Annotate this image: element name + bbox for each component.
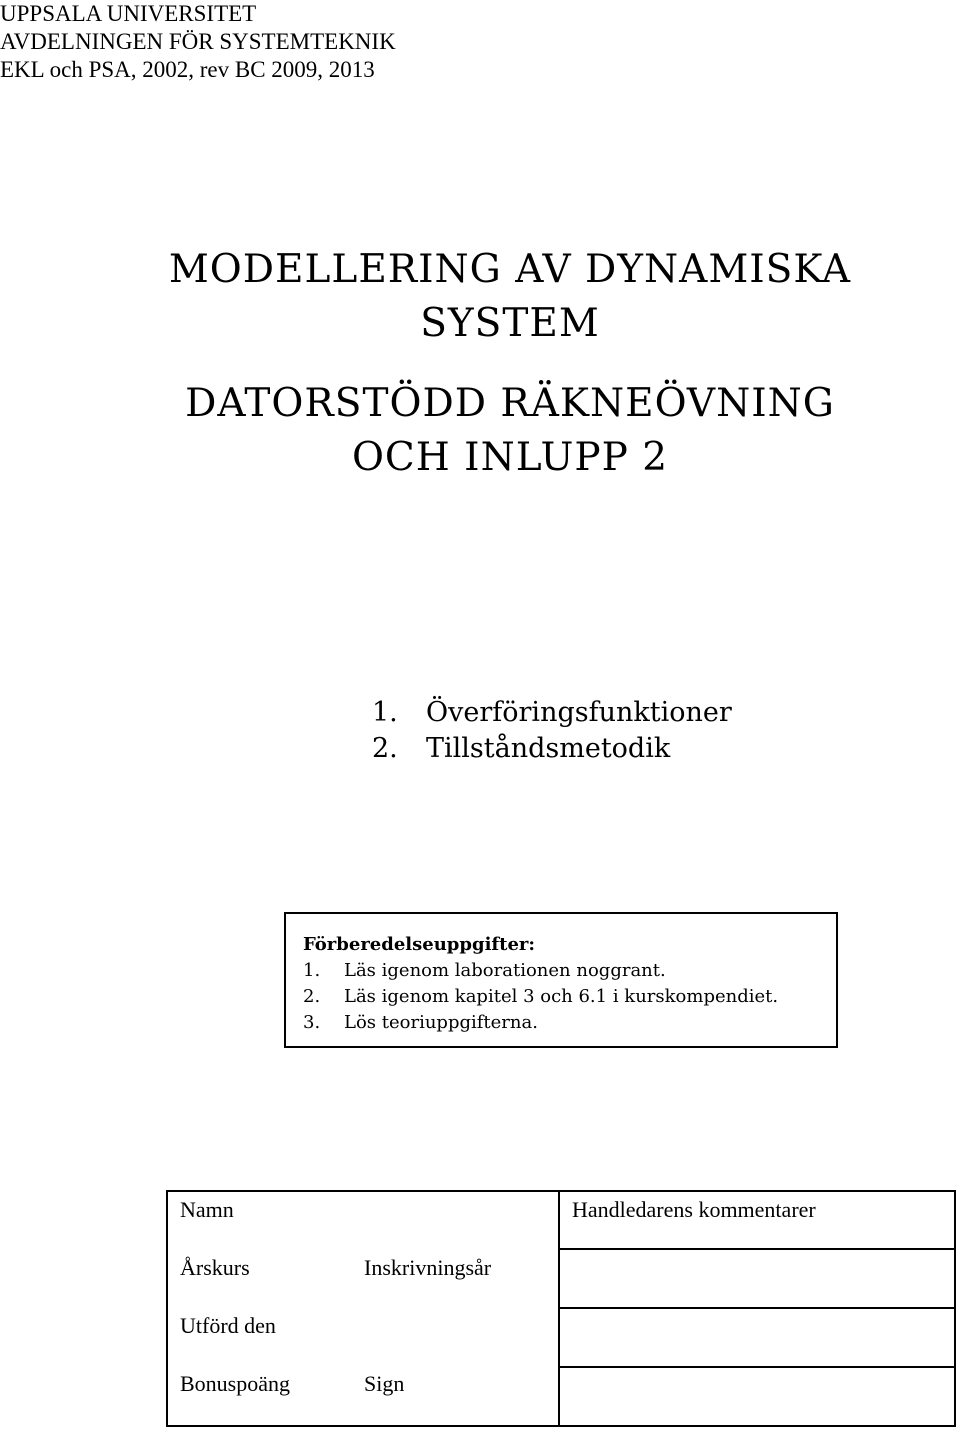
- preparation-item: [303, 958, 836, 984]
- preparation-item-text: Läs igenom kapitel 3 och 6.1 i kurskompendiet.: [344, 986, 779, 1007]
- main-title-line-1: MODELLERING AV DYNAMISKA: [168, 247, 852, 292]
- completed-date-label: Utförd den: [180, 1313, 276, 1338]
- main-title-line-2: SYSTEM: [420, 301, 600, 346]
- topic-item: [372, 695, 732, 731]
- document-header: [0, 0, 396, 84]
- department-name: AVDELNINGEN FÖR SYSTEMTEKNIK: [0, 29, 396, 54]
- bonus-points-label: Bonuspoäng: [180, 1371, 290, 1396]
- comments-cell: [560, 1368, 956, 1425]
- authors-revision: EKL och PSA, 2002, rev BC 2009, 2013: [0, 57, 375, 82]
- topic-number: 2.: [372, 733, 398, 764]
- university-name: UPPSALA UNIVERSITET: [0, 1, 257, 26]
- student-info-fields: [168, 1192, 558, 1425]
- supervisor-comments-column: [558, 1192, 956, 1425]
- sub-title-line-2: OCH INLUPP 2: [351, 435, 669, 480]
- preparation-item: [303, 984, 836, 1010]
- preparation-item-number: 1.: [303, 960, 321, 981]
- comments-cell: [560, 1309, 956, 1368]
- signature-label: Sign: [364, 1371, 405, 1396]
- preparation-item-text: Lös teoriuppgifterna.: [344, 1012, 538, 1033]
- topic-label: Tillståndsmetodik: [426, 733, 671, 764]
- main-title: [0, 243, 960, 351]
- topic-item: [372, 731, 732, 767]
- preparation-item-text: Läs igenom laborationen noggrant.: [344, 960, 666, 981]
- supervisor-comments-label: Handledarens kommentarer: [572, 1197, 816, 1222]
- sub-title: [0, 377, 960, 485]
- name-label: Namn: [180, 1197, 234, 1222]
- topic-number: 1.: [372, 697, 398, 728]
- enrollment-year-label: Inskrivningsår: [364, 1255, 492, 1280]
- topic-label: Överföringsfunktioner: [426, 697, 732, 728]
- topic-list: [372, 695, 732, 767]
- preparation-item: [303, 1010, 836, 1036]
- preparation-heading: Förberedelseuppgifter:: [303, 934, 536, 955]
- student-info-form: [166, 1190, 956, 1427]
- comments-cell: [560, 1250, 956, 1309]
- preparation-box: [284, 912, 838, 1048]
- sub-title-line-1: DATORSTÖDD RÄKNEÖVNING: [185, 381, 835, 426]
- year-label: Årskurs: [180, 1255, 250, 1280]
- comments-header-cell: [560, 1192, 956, 1250]
- preparation-item-number: 2.: [303, 986, 321, 1007]
- preparation-item-number: 3.: [303, 1012, 321, 1033]
